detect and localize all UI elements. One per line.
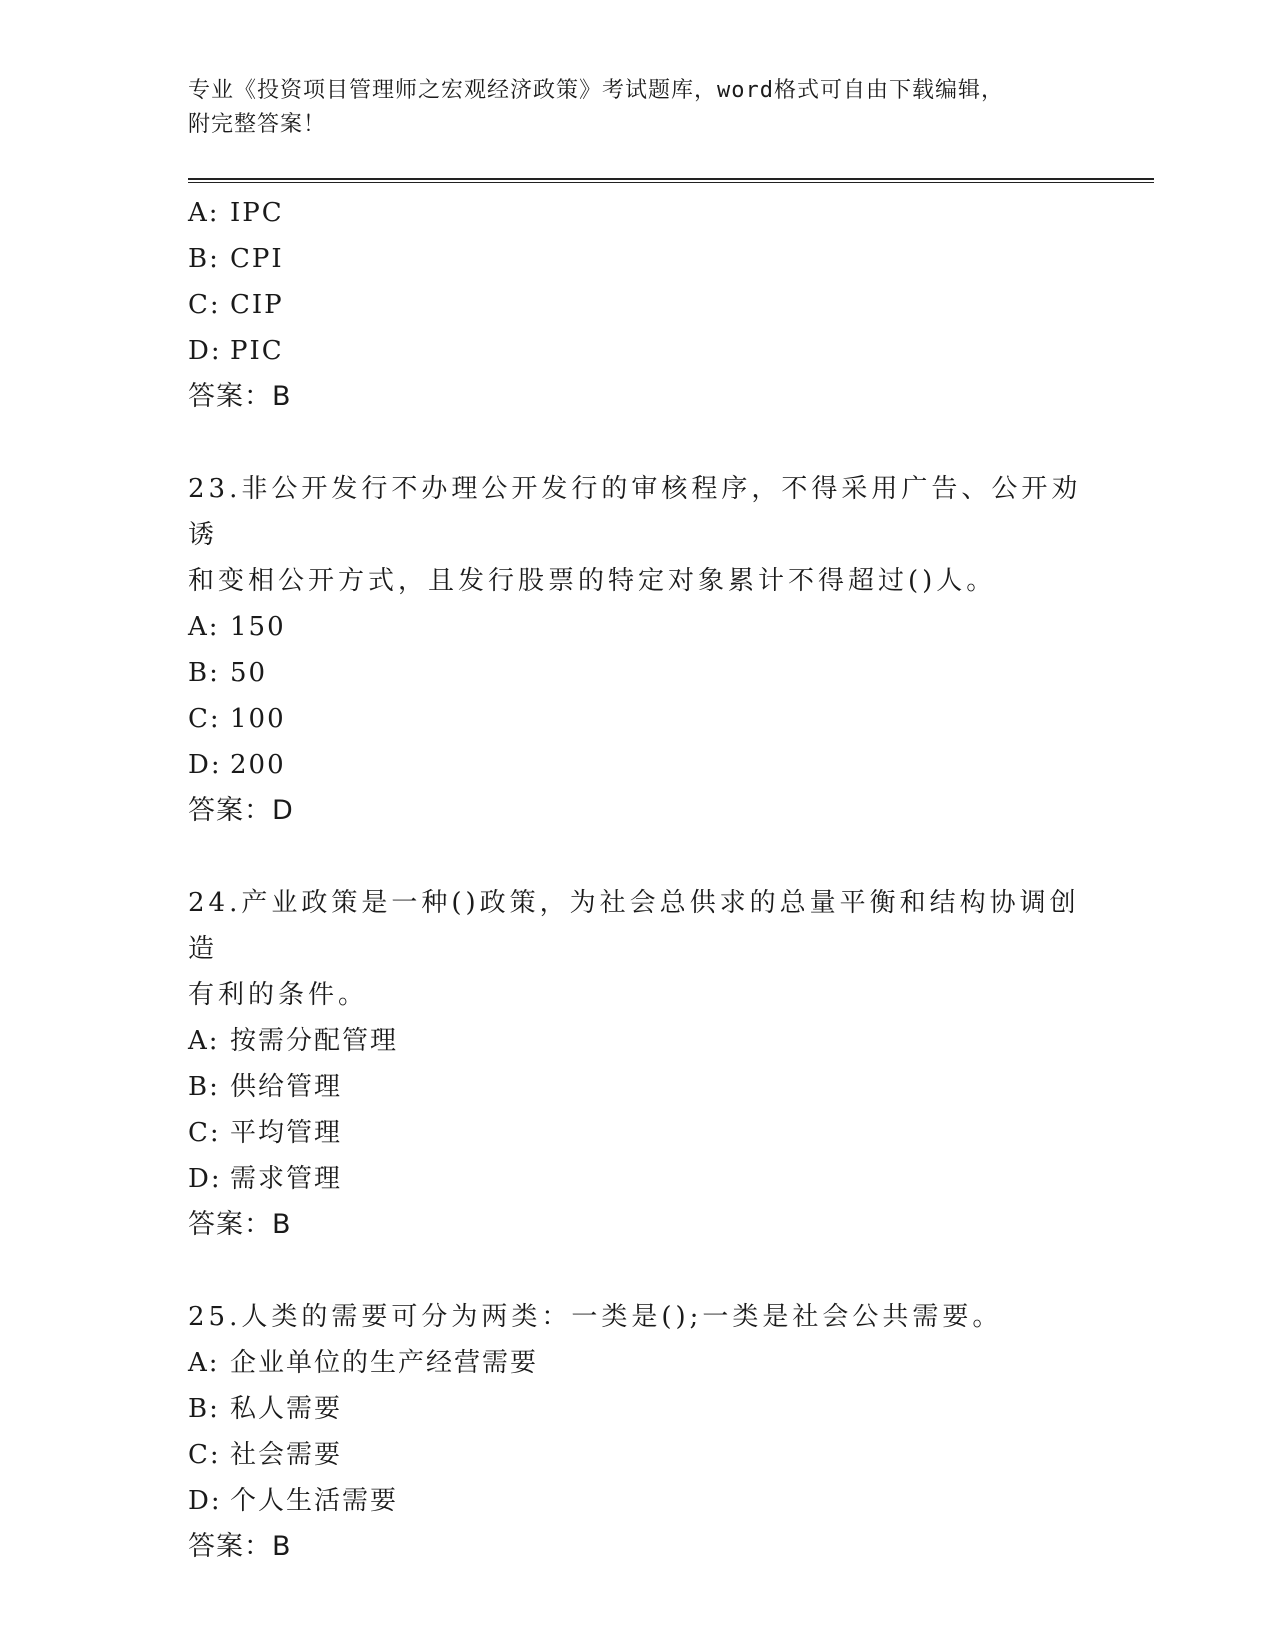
option-c: C: 平均管理 — [188, 1118, 343, 1148]
answer-line: 答案：B — [188, 1209, 292, 1240]
question-stem — [188, 466, 1088, 604]
header-divider-thin — [188, 182, 1154, 183]
header-divider-thick — [188, 178, 1154, 180]
question-stem-line-1: 23.非公开发行不办理公开发行的审核程序，不得采用广告、公开劝诱 — [188, 474, 1082, 550]
question-24 — [188, 880, 1088, 1248]
option-b: B: CPI — [188, 244, 284, 274]
document-header — [188, 74, 1088, 142]
option-b: B: 供给管理 — [188, 1072, 343, 1102]
question-stem — [188, 1294, 1088, 1340]
option-a: A: 按需分配管理 — [188, 1026, 399, 1056]
answer-line: 答案：D — [188, 795, 294, 826]
answer-line: 答案：B — [188, 381, 292, 412]
question-stem-line-1: 24.产业政策是一种()政策，为社会总供求的总量平衡和结构协调创造 — [188, 888, 1080, 964]
option-b: B: 50 — [188, 658, 268, 688]
question-stem-line-2: 和变相公开方式，且发行股票的特定对象累计不得超过()人。 — [188, 566, 997, 596]
option-c: C: 社会需要 — [188, 1440, 343, 1470]
option-b: B: 私人需要 — [188, 1394, 343, 1424]
question-25 — [188, 1294, 1088, 1570]
header-line-2: 附完整答案！ — [188, 112, 327, 137]
option-d: D: 个人生活需要 — [188, 1486, 399, 1516]
question-22 — [188, 190, 1088, 420]
question-23 — [188, 466, 1088, 834]
header-line-1: 专业《投资项目管理师之宏观经济政策》考试题库，word格式可自由下载编辑， — [188, 78, 1004, 103]
option-d: D: 200 — [188, 750, 286, 780]
question-list — [188, 190, 1088, 1570]
option-a: A: 企业单位的生产经营需要 — [188, 1348, 539, 1378]
question-stem-line-1: 25.人类的需要可分为两类：一类是();一类是社会公共需要。 — [188, 1302, 1003, 1332]
question-stem — [188, 880, 1088, 1018]
question-stem-line-2: 有利的条件。 — [188, 980, 369, 1010]
option-c: C: CIP — [188, 290, 284, 320]
option-c: C: 100 — [188, 704, 286, 734]
option-a: A: 150 — [188, 612, 286, 642]
option-d: D: PIC — [188, 336, 284, 366]
option-a: A: IPC — [188, 198, 284, 228]
option-d: D: 需求管理 — [188, 1164, 343, 1194]
answer-line: 答案：B — [188, 1531, 292, 1562]
